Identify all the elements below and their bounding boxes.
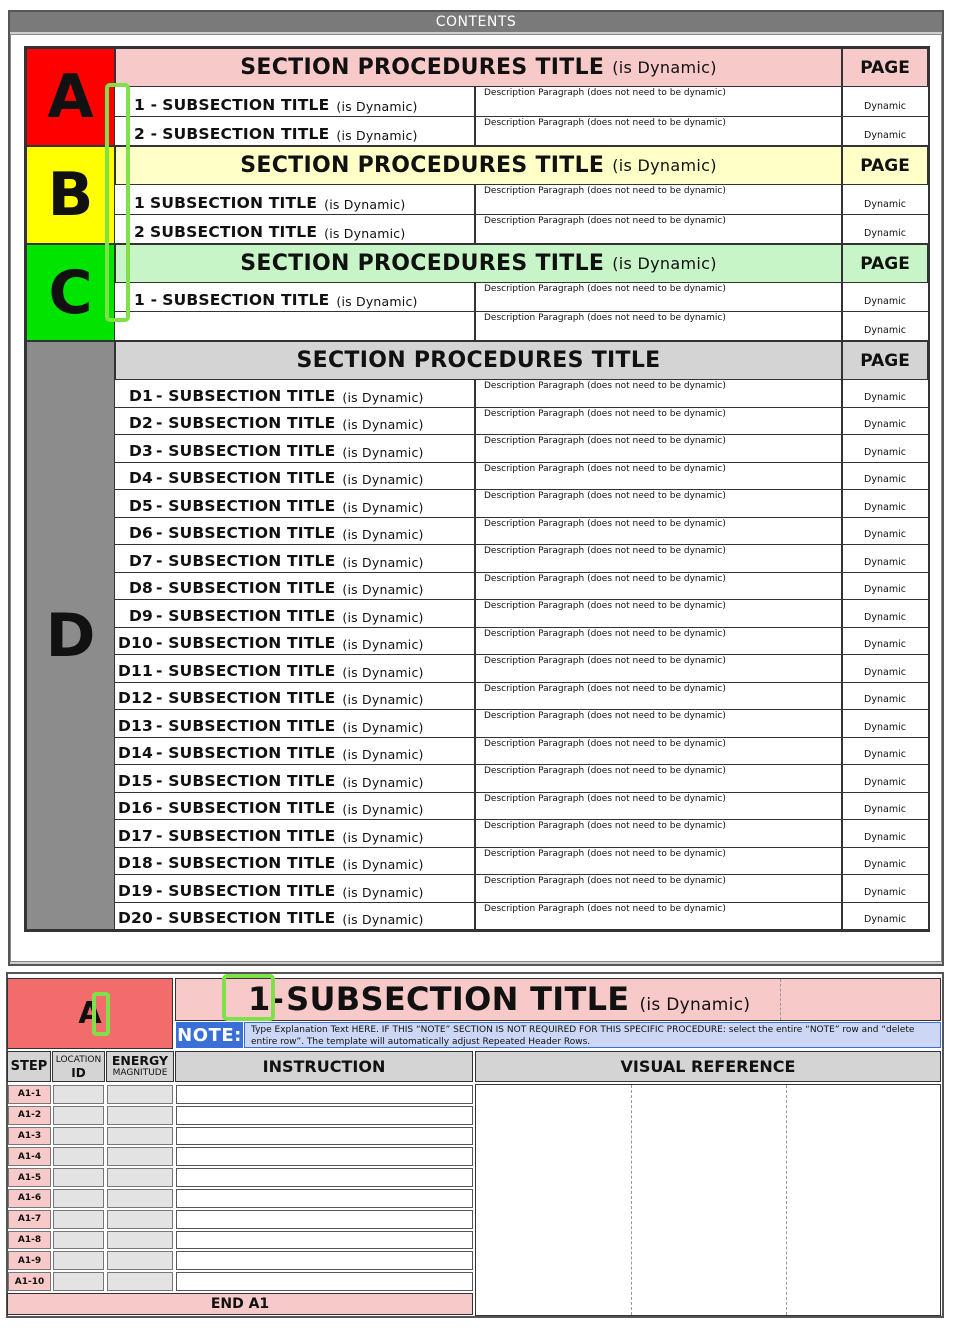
subsection-code: D17 xyxy=(117,826,153,845)
subsection-dynamic-note: (is Dynamic) xyxy=(342,692,424,707)
contents-header: CONTENTS xyxy=(10,12,942,32)
subsection-title[interactable] xyxy=(115,185,475,215)
subsection-page-ref[interactable]: Dynamic xyxy=(842,848,928,876)
subsection-title[interactable] xyxy=(115,655,475,683)
subsection-page-ref[interactable]: Dynamic xyxy=(842,545,928,573)
subsection-code: D9 xyxy=(128,606,153,625)
step-number: A1-10 xyxy=(8,1272,51,1291)
subsection-page-ref[interactable]: Dynamic xyxy=(842,738,928,766)
subsection-description[interactable]: Description Paragraph (does not need to be dynamic) xyxy=(475,117,842,147)
subsection-code: D3 xyxy=(128,441,153,460)
section-page-header-c: PAGE xyxy=(842,244,928,283)
subsection-description[interactable]: Description Paragraph (does not need to be dynamic) xyxy=(475,185,842,215)
section-page-header-d: PAGE xyxy=(842,341,928,380)
subsection-code: D6 xyxy=(128,524,153,542)
subsection-title[interactable] xyxy=(115,87,475,117)
instruction-input[interactable] xyxy=(176,1106,473,1125)
subsection-description[interactable]: Description Paragraph (does not need to be dynamic) xyxy=(475,683,842,711)
step-number: A1-9 xyxy=(8,1251,51,1270)
subsection-description[interactable]: Description Paragraph (does not need to be dynamic) xyxy=(475,820,842,848)
column-header-location-line1: LOCATION xyxy=(55,1054,102,1065)
section-title-text: SECTION PROCEDURES TITLE xyxy=(240,251,605,276)
subsection-code: D1 xyxy=(128,386,153,405)
location-id-input[interactable] xyxy=(53,1189,104,1208)
subsection-page-ref[interactable]: Dynamic xyxy=(842,600,928,628)
subsection-title[interactable] xyxy=(115,312,475,341)
section-title-text: SECTION PROCEDURES TITLE xyxy=(296,348,661,373)
instruction-input[interactable] xyxy=(176,1210,473,1229)
subsection-title-text: - SUBSECTION TITLE xyxy=(156,799,336,817)
section-letter-a: A xyxy=(26,48,115,146)
location-id-input[interactable] xyxy=(53,1147,104,1166)
subsection-title[interactable] xyxy=(115,435,475,463)
column-separator xyxy=(475,283,476,341)
subsection-title[interactable] xyxy=(115,820,475,848)
instruction-input[interactable] xyxy=(176,1231,473,1250)
subsection-page-ref[interactable]: Dynamic xyxy=(842,463,928,491)
subsection-code: D12 xyxy=(117,689,153,707)
section-title-a xyxy=(115,48,842,87)
section-title-dynamic-note: (is Dynamic) xyxy=(612,156,717,175)
subsection-title[interactable] xyxy=(115,793,475,821)
title-divider xyxy=(780,979,781,1020)
column-separator xyxy=(842,87,843,146)
subsection-page-ref[interactable]: Dynamic xyxy=(842,573,928,601)
subsection-title-text: - SUBSECTION TITLE xyxy=(156,744,336,762)
section-title-dynamic-note: (is Dynamic) xyxy=(612,58,717,77)
subsection-title-text: - SUBSECTION TITLE xyxy=(156,716,336,735)
subsection-title[interactable] xyxy=(115,628,475,656)
energy-magnitude-input[interactable] xyxy=(107,1106,173,1125)
subsection-dynamic-note: (is Dynamic) xyxy=(342,857,424,872)
subsection-title[interactable] xyxy=(115,215,475,245)
procedure-number: 1- xyxy=(248,980,285,1018)
subsection-title-text: SUBSECTION TITLE xyxy=(162,125,330,143)
subsection-code: 2 - xyxy=(134,125,158,143)
subsection-dynamic-note: (is Dynamic) xyxy=(342,774,424,790)
subsection-dynamic-note: (is Dynamic) xyxy=(342,609,424,625)
instruction-input[interactable] xyxy=(176,1251,473,1270)
subsection-title[interactable] xyxy=(115,518,475,546)
subsection-title[interactable] xyxy=(115,490,475,518)
subsection-title[interactable] xyxy=(115,117,475,147)
subsection-title-text: - SUBSECTION TITLE xyxy=(156,386,336,405)
section-page-header-b: PAGE xyxy=(842,146,928,185)
section-title-d xyxy=(115,341,842,380)
section-title-text: SECTION PROCEDURES TITLE xyxy=(240,55,605,80)
subsection-dynamic-note: (is Dynamic) xyxy=(342,802,424,817)
subsection-code: D20 xyxy=(117,909,153,927)
subsection-page-ref[interactable]: Dynamic xyxy=(842,312,928,341)
subsection-title[interactable] xyxy=(115,738,475,766)
energy-magnitude-input[interactable] xyxy=(107,1147,173,1166)
subsection-title-text: - SUBSECTION TITLE xyxy=(156,606,336,625)
visual-divider-2 xyxy=(786,1085,787,1315)
column-separator xyxy=(475,87,476,146)
energy-magnitude-input[interactable] xyxy=(107,1251,173,1270)
subsection-description[interactable]: Description Paragraph (does not need to be dynamic) xyxy=(475,903,842,931)
visual-divider-1 xyxy=(631,1085,632,1315)
subsection-description[interactable]: Description Paragraph (does not need to be dynamic) xyxy=(475,875,842,903)
subsection-description[interactable]: Description Paragraph (does not need to be dynamic) xyxy=(475,600,842,628)
subsection-code: 1 - xyxy=(134,291,158,309)
subsection-code: D18 xyxy=(117,854,153,872)
subsection-page-ref[interactable]: Dynamic xyxy=(842,380,928,408)
subsection-code: D10 xyxy=(117,634,153,652)
subsection-code: D8 xyxy=(128,579,153,597)
subsection-dynamic-note: (is Dynamic) xyxy=(336,128,418,143)
section-title-dynamic-note: (is Dynamic) xyxy=(612,254,717,273)
location-id-input[interactable] xyxy=(53,1085,104,1104)
note-text[interactable]: Type Explanation Text HERE. IF THIS “NOTE” SECTION IS NOT REQUIRED FOR THIS SPECIFIC PROCEDURE: select the entire “NOTE” row and “delete entire row”. The template will automatically adjust Repeated Header Rows. xyxy=(244,1022,941,1048)
subsection-page-ref[interactable]: Dynamic xyxy=(842,628,928,656)
subsection-page-ref[interactable]: Dynamic xyxy=(842,490,928,518)
subsection-title[interactable] xyxy=(115,463,475,491)
subsection-description[interactable]: Description Paragraph (does not need to be dynamic) xyxy=(475,738,842,766)
subsection-page-ref[interactable]: Dynamic xyxy=(842,518,928,546)
subsection-code: D14 xyxy=(117,744,153,762)
subsection-description[interactable]: Description Paragraph (does not need to be dynamic) xyxy=(475,215,842,245)
subsection-dynamic-note: (is Dynamic) xyxy=(336,294,418,309)
step-number: A1-8 xyxy=(8,1231,51,1250)
section-title-c xyxy=(115,244,842,283)
subsection-dynamic-note: (is Dynamic) xyxy=(342,527,424,542)
subsection-description[interactable]: Description Paragraph (does not need to be dynamic) xyxy=(475,518,842,546)
energy-magnitude-input[interactable] xyxy=(107,1168,173,1187)
subsection-page-ref[interactable]: Dynamic xyxy=(842,408,928,436)
instruction-input[interactable] xyxy=(176,1085,473,1104)
subsection-description[interactable]: Description Paragraph (does not need to be dynamic) xyxy=(475,573,842,601)
subsection-dynamic-note: (is Dynamic) xyxy=(342,829,424,845)
subsection-title[interactable] xyxy=(115,848,475,876)
step-number: A1-2 xyxy=(8,1106,51,1125)
subsection-page-ref[interactable]: Dynamic xyxy=(842,655,928,683)
energy-magnitude-input[interactable] xyxy=(107,1210,173,1229)
section-title-text: SECTION PROCEDURES TITLE xyxy=(240,153,605,178)
highlight-box-subsection-codes xyxy=(105,83,130,322)
section-letter-c: C xyxy=(26,244,115,341)
subsection-dynamic-note: (is Dynamic) xyxy=(342,719,424,735)
note-label: NOTE: xyxy=(176,1022,243,1048)
subsection-description[interactable]: Description Paragraph (does not need to be dynamic) xyxy=(475,87,842,117)
subsection-dynamic-note: (is Dynamic) xyxy=(342,637,424,652)
instruction-input[interactable] xyxy=(176,1147,473,1166)
subsection-code: D5 xyxy=(128,496,153,515)
subsection-code: D11 xyxy=(117,661,153,680)
step-number: A1-5 xyxy=(8,1168,51,1187)
subsection-title[interactable] xyxy=(115,600,475,628)
energy-magnitude-input[interactable] xyxy=(107,1085,173,1104)
step-number: A1-4 xyxy=(8,1147,51,1166)
energy-magnitude-input[interactable] xyxy=(107,1127,173,1146)
column-header-visual: VISUAL REFERENCE xyxy=(475,1051,941,1082)
subsection-title[interactable] xyxy=(115,380,475,408)
subsection-title-text: - SUBSECTION TITLE xyxy=(156,579,336,597)
instruction-input[interactable] xyxy=(176,1127,473,1146)
subsection-dynamic-note: (is Dynamic) xyxy=(336,98,418,114)
column-separator xyxy=(842,380,843,930)
subsection-code: D2 xyxy=(128,414,153,432)
subsection-title[interactable] xyxy=(115,875,475,903)
subsection-page-ref[interactable]: Dynamic xyxy=(842,793,928,821)
subsection-title[interactable] xyxy=(115,710,475,738)
subsection-title[interactable] xyxy=(115,683,475,711)
subsection-title-text: - SUBSECTION TITLE xyxy=(156,826,336,845)
procedure-section-letter xyxy=(7,978,173,1049)
subsection-dynamic-note: (is Dynamic) xyxy=(342,389,424,405)
subsection-title-text: SUBSECTION TITLE xyxy=(150,193,318,212)
subsection-title-text: - SUBSECTION TITLE xyxy=(156,661,336,680)
column-separator xyxy=(475,185,476,244)
column-separator xyxy=(475,380,476,930)
subsection-page-ref[interactable]: Dynamic xyxy=(842,215,928,245)
location-id-input[interactable] xyxy=(53,1272,104,1291)
subsection-title-text: - SUBSECTION TITLE xyxy=(156,771,336,790)
location-id-input[interactable] xyxy=(53,1127,104,1146)
subsection-page-ref[interactable]: Dynamic xyxy=(842,185,928,215)
instruction-input[interactable] xyxy=(176,1189,473,1208)
location-id-input[interactable] xyxy=(53,1210,104,1229)
subsection-title[interactable] xyxy=(115,573,475,601)
subsection-description[interactable]: Description Paragraph (does not need to be dynamic) xyxy=(475,848,842,876)
subsection-title-text: - SUBSECTION TITLE xyxy=(156,854,336,872)
subsection-dynamic-note: (is Dynamic) xyxy=(342,472,424,487)
subsection-code: D13 xyxy=(117,716,153,735)
column-header-instruction: INSTRUCTION xyxy=(175,1051,473,1082)
visual-reference-area[interactable] xyxy=(475,1084,941,1316)
end-row: END A1 xyxy=(7,1293,473,1315)
column-header-energy xyxy=(106,1051,174,1082)
location-id-input[interactable] xyxy=(53,1168,104,1187)
step-number: A1-6 xyxy=(8,1189,51,1208)
subsection-page-ref[interactable]: Dynamic xyxy=(842,765,928,793)
energy-magnitude-input[interactable] xyxy=(107,1272,173,1291)
section-letter-b: B xyxy=(26,146,115,244)
subsection-page-ref[interactable]: Dynamic xyxy=(842,875,928,903)
subsection-title-text: - SUBSECTION TITLE xyxy=(156,524,336,542)
step-number: A1-3 xyxy=(8,1127,51,1146)
column-header-energy-line1: ENERGY xyxy=(111,1052,169,1068)
section-page-header-a: PAGE xyxy=(842,48,928,87)
section-letter-d: D xyxy=(26,341,115,930)
subsection-code: 1 - xyxy=(134,95,158,114)
subsection-code: D15 xyxy=(117,771,153,790)
subsection-description[interactable]: Description Paragraph (does not need to be dynamic) xyxy=(475,793,842,821)
subsection-title-text: - SUBSECTION TITLE xyxy=(156,414,336,432)
subsection-title-text: - SUBSECTION TITLE xyxy=(156,909,336,927)
subsection-title-text: SUBSECTION TITLE xyxy=(162,291,330,309)
subsection-code: 1 xyxy=(134,193,145,212)
subsection-title-text: SUBSECTION TITLE xyxy=(162,95,330,114)
subsection-page-ref[interactable]: Dynamic xyxy=(842,710,928,738)
subsection-page-ref[interactable]: Dynamic xyxy=(842,903,928,931)
subsection-title[interactable] xyxy=(115,408,475,436)
location-id-input[interactable] xyxy=(53,1106,104,1125)
subsection-page-ref[interactable]: Dynamic xyxy=(842,683,928,711)
subsection-dynamic-note: (is Dynamic) xyxy=(342,747,424,762)
subsection-dynamic-note: (is Dynamic) xyxy=(342,499,424,515)
subsection-description[interactable]: Description Paragraph (does not need to be dynamic) xyxy=(475,490,842,518)
subsection-dynamic-note: (is Dynamic) xyxy=(324,226,406,241)
column-separator xyxy=(842,283,843,341)
energy-magnitude-input[interactable] xyxy=(107,1189,173,1208)
subsection-description[interactable]: Description Paragraph (does not need to be dynamic) xyxy=(475,463,842,491)
procedure-letter-text: A xyxy=(78,996,102,1031)
subsection-description[interactable]: Description Paragraph (does not need to be dynamic) xyxy=(475,655,842,683)
subsection-page-ref[interactable]: Dynamic xyxy=(842,435,928,463)
subsection-description[interactable]: Description Paragraph (does not need to be dynamic) xyxy=(475,765,842,793)
subsection-description[interactable]: Description Paragraph (does not need to be dynamic) xyxy=(475,545,842,573)
subsection-title-text: - SUBSECTION TITLE xyxy=(156,441,336,460)
procedure-title-bar xyxy=(175,978,941,1021)
subsection-title-text: - SUBSECTION TITLE xyxy=(156,634,336,652)
subsection-code: D16 xyxy=(117,799,153,817)
subsection-page-ref[interactable]: Dynamic xyxy=(842,87,928,117)
subsection-description[interactable]: Description Paragraph (does not need to be dynamic) xyxy=(475,408,842,436)
subsection-page-ref[interactable]: Dynamic xyxy=(842,117,928,147)
subsection-code: 2 xyxy=(134,223,145,241)
instruction-input[interactable] xyxy=(176,1272,473,1291)
subsection-description[interactable]: Description Paragraph (does not need to be dynamic) xyxy=(475,710,842,738)
subsection-dynamic-note: (is Dynamic) xyxy=(342,884,424,900)
section-title-b xyxy=(115,146,842,185)
subsection-dynamic-note: (is Dynamic) xyxy=(342,444,424,460)
subsection-title-text: - SUBSECTION TITLE xyxy=(156,496,336,515)
energy-magnitude-input[interactable] xyxy=(107,1231,173,1250)
subsection-title-text: - SUBSECTION TITLE xyxy=(156,689,336,707)
subsection-dynamic-note: (is Dynamic) xyxy=(342,582,424,597)
subsection-dynamic-note: (is Dynamic) xyxy=(342,554,424,570)
highlight-box-letter xyxy=(92,992,110,1036)
subsection-code: D4 xyxy=(128,469,153,487)
subsection-dynamic-note: (is Dynamic) xyxy=(342,912,424,927)
column-header-step: STEP xyxy=(7,1051,51,1082)
subsection-description[interactable]: Description Paragraph (does not need to be dynamic) xyxy=(475,628,842,656)
step-number: A1-7 xyxy=(8,1210,51,1229)
procedure-title-text: SUBSECTION TITLE xyxy=(286,980,630,1018)
procedure-title xyxy=(248,980,750,1018)
subsection-title[interactable] xyxy=(115,903,475,931)
subsection-title-text: - SUBSECTION TITLE xyxy=(156,881,336,900)
subsection-title[interactable] xyxy=(115,765,475,793)
subsection-description[interactable]: Description Paragraph (does not need to be dynamic) xyxy=(475,283,842,312)
column-header-location xyxy=(52,1051,105,1082)
subsection-dynamic-note: (is Dynamic) xyxy=(342,664,424,680)
subsection-description[interactable]: Description Paragraph (does not need to be dynamic) xyxy=(475,312,842,341)
subsection-code: D7 xyxy=(128,551,153,570)
subsection-description[interactable]: Description Paragraph (does not need to be dynamic) xyxy=(475,380,842,408)
subsection-title-text: - SUBSECTION TITLE xyxy=(156,551,336,570)
column-header-location-line2: ID xyxy=(71,1065,86,1080)
location-id-input[interactable] xyxy=(53,1251,104,1270)
subsection-dynamic-note: (is Dynamic) xyxy=(324,196,406,212)
column-header-energy-line2: MAGNITUDE xyxy=(112,1067,168,1078)
subsection-page-ref[interactable]: Dynamic xyxy=(842,820,928,848)
subsection-dynamic-note: (is Dynamic) xyxy=(342,417,424,432)
subsection-page-ref[interactable]: Dynamic xyxy=(842,283,928,312)
procedure-dynamic-note: (is Dynamic) xyxy=(639,995,751,1015)
subsection-title-text: - SUBSECTION TITLE xyxy=(156,469,336,487)
highlight-box-number xyxy=(222,974,275,1021)
subsection-description[interactable]: Description Paragraph (does not need to be dynamic) xyxy=(475,435,842,463)
column-separator xyxy=(842,185,843,244)
subsection-code: D19 xyxy=(117,881,153,900)
step-number: A1-1 xyxy=(8,1085,51,1104)
subsection-title[interactable] xyxy=(115,545,475,573)
instruction-input[interactable] xyxy=(176,1168,473,1187)
section-divider xyxy=(26,929,928,931)
subsection-title[interactable] xyxy=(115,283,475,312)
location-id-input[interactable] xyxy=(53,1231,104,1250)
subsection-title-text: SUBSECTION TITLE xyxy=(150,223,318,241)
